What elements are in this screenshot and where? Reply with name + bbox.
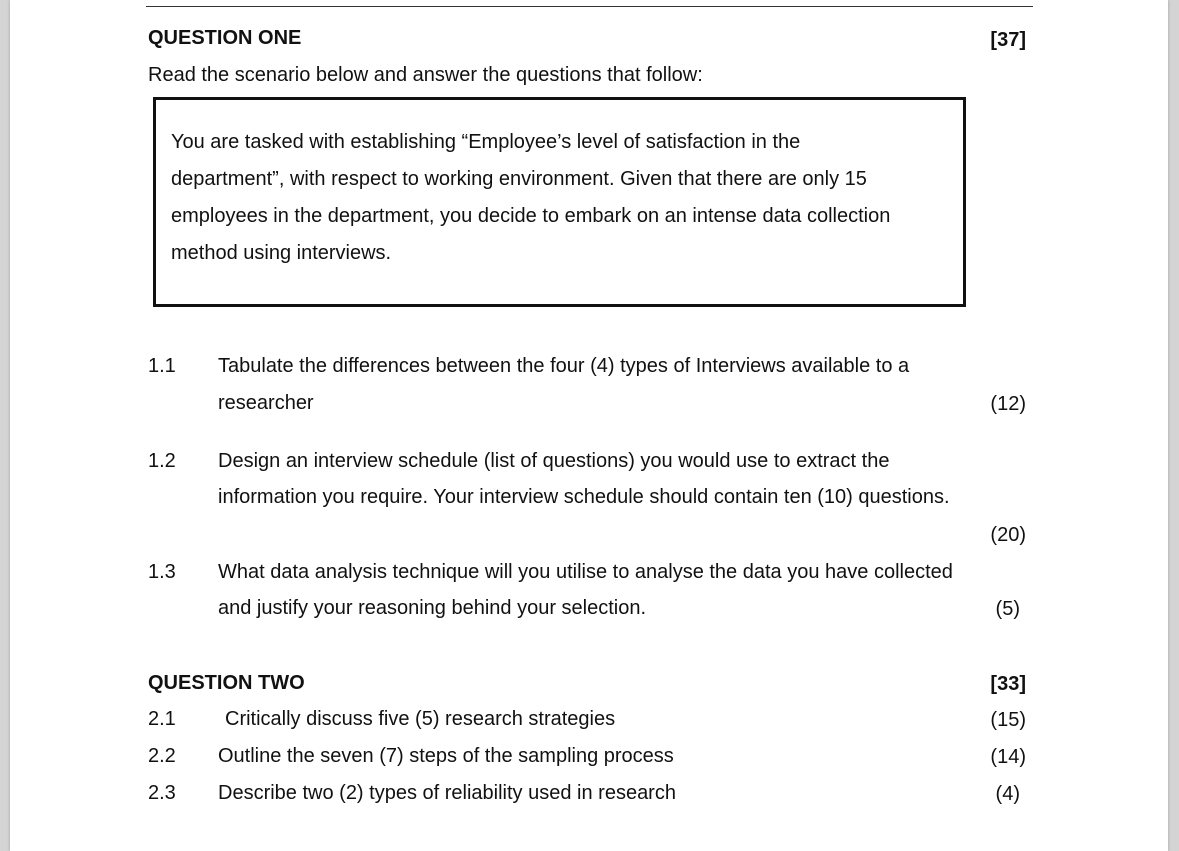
question-two-title: QUESTION TWO xyxy=(148,672,305,694)
question-marks: (4) xyxy=(995,783,1020,805)
question-two-marks: [33] xyxy=(990,673,1026,695)
scenario-line: method using interviews. xyxy=(171,242,392,264)
question-one-instruction: Read the scenario below and answer the questions that follow: xyxy=(148,64,703,86)
question-marks: (15) xyxy=(990,709,1026,731)
question-text: researcher xyxy=(218,392,314,414)
scenario-line: You are tasked with establishing “Employee’s level of satisfaction in the xyxy=(171,131,801,153)
question-marks: (5) xyxy=(995,598,1020,620)
scenario-line: department”, with respect to working environment. Given that there are only 15 xyxy=(171,168,867,190)
question-text: and justify your reasoning behind your selection. xyxy=(218,597,647,619)
question-number: 2.1 xyxy=(148,708,176,730)
question-number: 2.3 xyxy=(148,782,176,804)
question-one-title: QUESTION ONE xyxy=(148,27,302,49)
question-one-marks: [37] xyxy=(990,29,1026,51)
question-number: 1.1 xyxy=(148,355,176,377)
question-text: Design an interview schedule (list of questions) you would use to extract the xyxy=(218,450,890,472)
question-text: What data analysis technique will you utilise to analyse the data you have collected xyxy=(218,561,953,583)
question-text: Tabulate the differences between the four (4) types of Interviews available to a xyxy=(218,355,910,377)
question-marks: (14) xyxy=(990,746,1026,768)
question-number: 1.2 xyxy=(148,450,176,472)
scenario-line: employees in the department, you decide to embark on an intense data collection xyxy=(171,205,891,227)
scenario-box xyxy=(153,97,966,307)
question-marks: (12) xyxy=(990,393,1026,415)
question-text: Critically discuss five (5) research strategies xyxy=(225,708,616,730)
question-text: Outline the seven (7) steps of the sampling process xyxy=(218,745,674,767)
header-rule xyxy=(146,6,1033,7)
question-text: information you require. Your interview schedule should contain ten (10) questions. xyxy=(218,486,950,508)
question-number: 1.3 xyxy=(148,561,176,583)
question-marks: (20) xyxy=(990,524,1026,546)
question-number: 2.2 xyxy=(148,745,176,767)
question-text: Describe two (2) types of reliability used in research xyxy=(218,782,676,804)
